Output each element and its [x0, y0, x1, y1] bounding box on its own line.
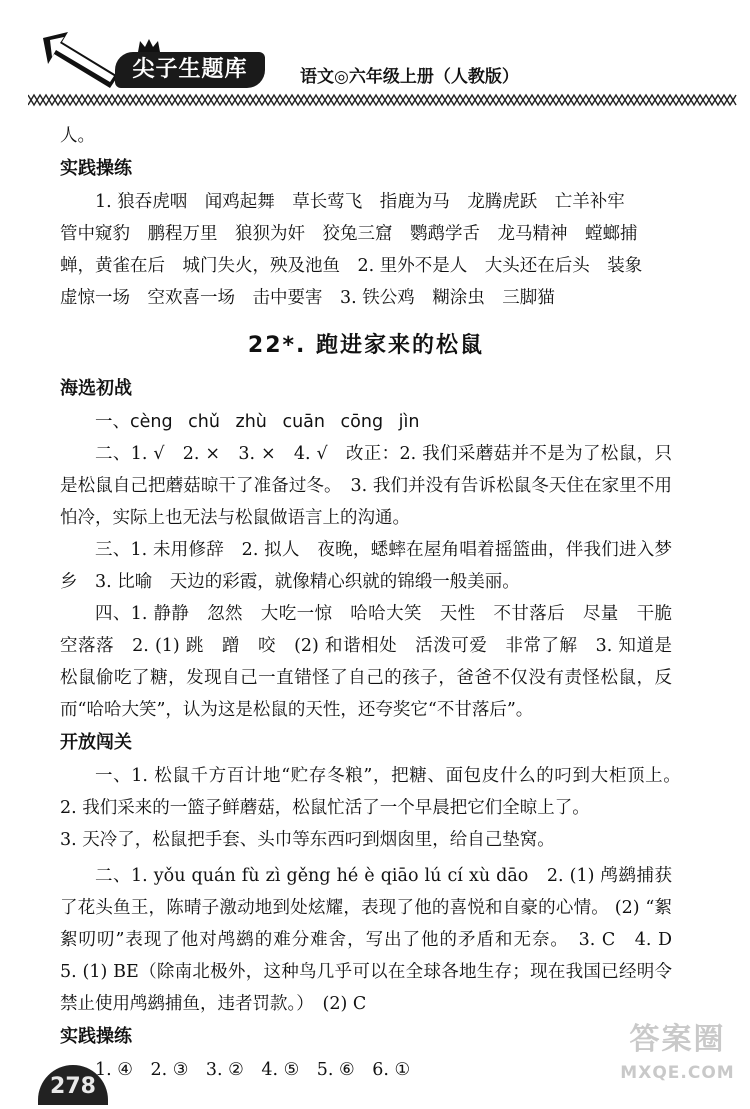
answer-paragraph: 二、1. √ 2. × 3. × 4. √ 改正：2. 我们采蘑菇并不是为了松鼠，只是松鼠自己把蘑菇晾干了准备过冬。 3. 我们并没有告诉松鼠冬天住在家里不用怕冷，实际上也无法与松鼠做语言上的沟通。 — [60, 444, 672, 528]
answer-line: 蝉，黄雀在后 城门失火，殃及池鱼 2. 里外不是人 大头还在后头 装象 — [60, 256, 643, 276]
carryover-text: 人。 — [60, 126, 95, 146]
brand-logo: 尖子生题库 — [115, 52, 265, 88]
section-heading-practice: 实践操练 — [60, 1026, 132, 1047]
answer-line: 1. ④ 2. ③ 3. ② 4. ⑤ 5. ⑥ 6. ① — [95, 1060, 411, 1080]
book-title: 语文◎六年级上册（人教版） — [300, 67, 519, 87]
answer-paragraph: 一、1. 松鼠千方百计地“贮存冬粮”，把糖、面包皮什么的叼到大柜顶上。 2. 我们采来的一篮子鲜蘑菇，松鼠忙活了一个早晨把它们全晾上了。 — [60, 766, 690, 818]
answer-pinyin: 一、cèng chǔ zhù cuān cōng jìn — [95, 412, 420, 432]
page-number: 278 — [38, 1065, 108, 1105]
answer-paragraph: 二、1. yǒu quán fù zì gěng hé è qiāo lú cí xù dāo 2. (1) 鸬鹚捕获了花头鱼王，陈晴子激动地到处炫耀，表现了他的喜悦和自豪的心情。 (2) “絮絮叨叨”表现了他对鸬鹚的难分难舍，写出了他的矛盾和无奈。 3. C 4. D 5. (1) BE（除南北极外，这种鸟几乎可以在全球各地生存；现在我国已经明令禁止使用鸬鹚捕鱼，违者罚款。） (2) C — [60, 866, 690, 1014]
watermark-logo: 答案圈 — [629, 1022, 726, 1057]
answer-paragraph: 四、1. 静静 忽然 大吃一惊 哈哈大笑 天性 不甘落后 尽量 干脆 空落落 2. (1) 跳 蹭 咬 (2) 和谐相处 活泼可爱 非常了解 3. 知道是松鼠偷吃了糖，发现自己一直错怪了自己的孩子，爸爸不仅没有责怪松鼠，反而“哈哈大笑”，认为这是松鼠的天性，还夸奖它“不甘落后”。 — [60, 604, 690, 720]
answer-line: 虚惊一场 空欢喜一场 击中要害 3. 铁公鸡 糊涂虫 三脚猫 — [60, 288, 555, 308]
watermark-url: MXQE.COM — [620, 1063, 735, 1083]
section-heading-practice: 实践操练 — [60, 158, 132, 179]
zigzag-divider — [28, 93, 740, 107]
answer-line: 1. 狼吞虎咽 闻鸡起舞 草长莺飞 指鹿为马 龙腾虎跃 亡羊补牢 — [95, 192, 625, 212]
answer-paragraph: 3. 天冷了，松鼠把手套、头巾等东西叼到烟囱里，给自己垫窝。 — [60, 830, 555, 850]
page-header — [0, 0, 750, 110]
answer-paragraph: 三、1. 未用修辞 2. 拟人 夜晚，蟋蟀在屋角唱着摇篮曲，伴我们进入梦乡 3. 比喻 天边的彩霞，就像精心织就的锦缎一般美丽。 — [60, 540, 672, 592]
section-heading-haixuan: 海选初战 — [60, 378, 132, 399]
watermark — [610, 1020, 745, 1100]
section-heading-kaifang: 开放闯关 — [60, 732, 132, 753]
answer-line: 管中窥豹 鹏程万里 狼狈为奸 狡兔三窟 鹦鹉学舌 龙马精神 螳螂捕 — [60, 224, 638, 244]
lesson-title: 22*. 跑进家来的松鼠 — [247, 333, 485, 358]
